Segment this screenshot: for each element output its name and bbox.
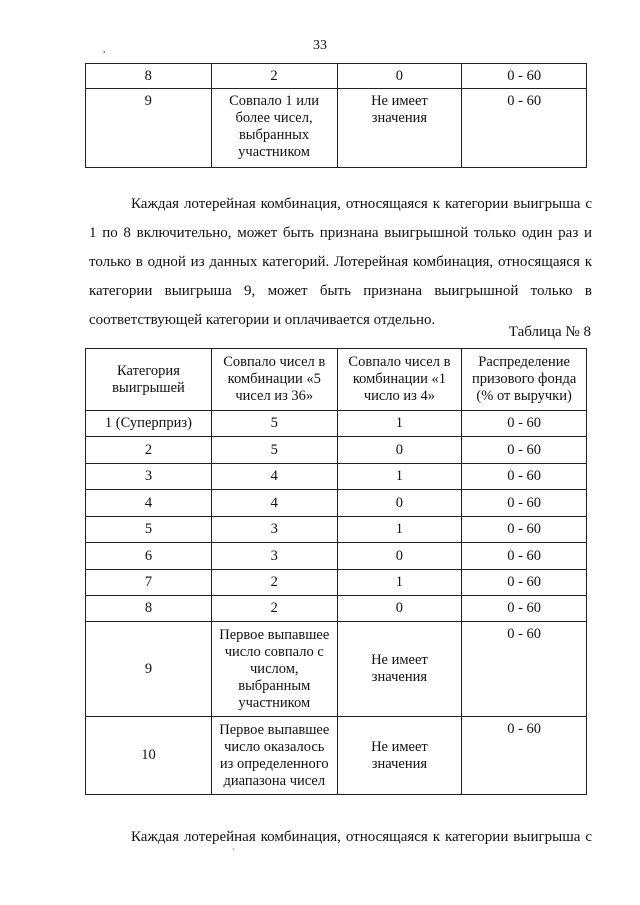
- table-row: [86, 622, 587, 717]
- cell-match1: Не имеет значения: [337, 89, 462, 168]
- cell-match5: Совпало 1 или более чисел, выбранных участником: [211, 89, 337, 168]
- cell-fund: 0 - 60: [462, 89, 587, 168]
- cell-category: 4: [86, 490, 212, 517]
- table-caption: Таблица № 8: [508, 324, 591, 340]
- cell-fund: 0 - 60: [462, 570, 587, 596]
- table-row: [86, 464, 587, 490]
- cell-match5: 4: [211, 490, 337, 517]
- cell-fund: 0 - 60: [462, 64, 587, 89]
- cell-fund: 0 - 60: [462, 543, 587, 570]
- cell-match1: Не имеет значения: [337, 622, 462, 717]
- cell-match1: 1: [337, 464, 462, 490]
- table-row: [86, 64, 587, 89]
- cell-match5: Первое выпавшее число оказалось из определенного диапазона чисел: [211, 717, 337, 795]
- page-number: 33: [313, 38, 327, 53]
- cell-category: 1 (Суперприз): [86, 411, 212, 437]
- paragraph-categories-rule: Каждая лотерейная комбинация, относящаяся к категории выигрыша с 1 по 8 включительно, может быть признана выигрышной только один раз и только в одной из данных категорий. Лотерейная комбинация, относящаяся к категории выигрыша 9, может быть признана выигрышной только в соответствующей категории и оплачивается отдельно.: [89, 196, 592, 328]
- cell-match5: 2: [211, 64, 337, 89]
- cell-category: 6: [86, 543, 212, 570]
- cell-match5: Первое выпавшее число совпало с числом, выбранным участником: [211, 622, 337, 717]
- paragraph-continuation: Каждая лотерейная комбинация, относящаяся к категории выигрыша с: [131, 829, 592, 845]
- scan-mark: `: [232, 848, 236, 859]
- cell-match5: 5: [211, 437, 337, 464]
- cell-match1: 1: [337, 517, 462, 543]
- cell-match1: 0: [337, 64, 462, 89]
- cell-match5: 5: [211, 411, 337, 437]
- cell-category: 9: [86, 622, 212, 717]
- cell-fund: 0 - 60: [462, 464, 587, 490]
- cell-match1: 1: [337, 411, 462, 437]
- cell-category: 10: [86, 717, 212, 795]
- cell-match5: 2: [211, 596, 337, 622]
- table-row: [86, 596, 587, 622]
- cell-fund: 0 - 60: [462, 622, 587, 717]
- header-match5: Совпало чисел в комбинации «5 чисел из 36»: [211, 349, 337, 411]
- cell-fund: 0 - 60: [462, 490, 587, 517]
- cell-match1: 0: [337, 543, 462, 570]
- cell-match5: 2: [211, 570, 337, 596]
- table-row: [86, 570, 587, 596]
- cell-match1: 1: [337, 570, 462, 596]
- cell-fund: 0 - 60: [462, 717, 587, 795]
- table-row: [86, 490, 587, 517]
- scan-mark: ,: [103, 44, 106, 55]
- table-row: [86, 717, 587, 795]
- table-8: [85, 348, 587, 795]
- cell-match5: 3: [211, 517, 337, 543]
- cell-fund: 0 - 60: [462, 517, 587, 543]
- table-row: [86, 517, 587, 543]
- cell-match1: 0: [337, 490, 462, 517]
- cell-category: 8: [86, 64, 212, 89]
- header-match1: Совпало чисел в комбинации «1 число из 4»: [337, 349, 462, 411]
- cell-match1: Не имеет значения: [337, 717, 462, 795]
- table-row: [86, 411, 587, 437]
- cell-category: 8: [86, 596, 212, 622]
- table-header-row: [86, 349, 587, 411]
- cell-category: 5: [86, 517, 212, 543]
- header-category: Категория выигрышей: [86, 349, 212, 411]
- table-continued: [85, 63, 587, 168]
- cell-fund: 0 - 60: [462, 596, 587, 622]
- cell-fund: 0 - 60: [462, 411, 587, 437]
- cell-category: 9: [86, 89, 212, 168]
- cell-match5: 3: [211, 543, 337, 570]
- cell-category: 7: [86, 570, 212, 596]
- header-fund: Распределение призового фонда (% от выручки): [462, 349, 587, 411]
- cell-match1: 0: [337, 437, 462, 464]
- cell-category: 3: [86, 464, 212, 490]
- table-row: [86, 89, 587, 168]
- cell-fund: 0 - 60: [462, 437, 587, 464]
- cell-match1: 0: [337, 596, 462, 622]
- cell-category: 2: [86, 437, 212, 464]
- table-row: [86, 437, 587, 464]
- table-row: [86, 543, 587, 570]
- cell-match5: 4: [211, 464, 337, 490]
